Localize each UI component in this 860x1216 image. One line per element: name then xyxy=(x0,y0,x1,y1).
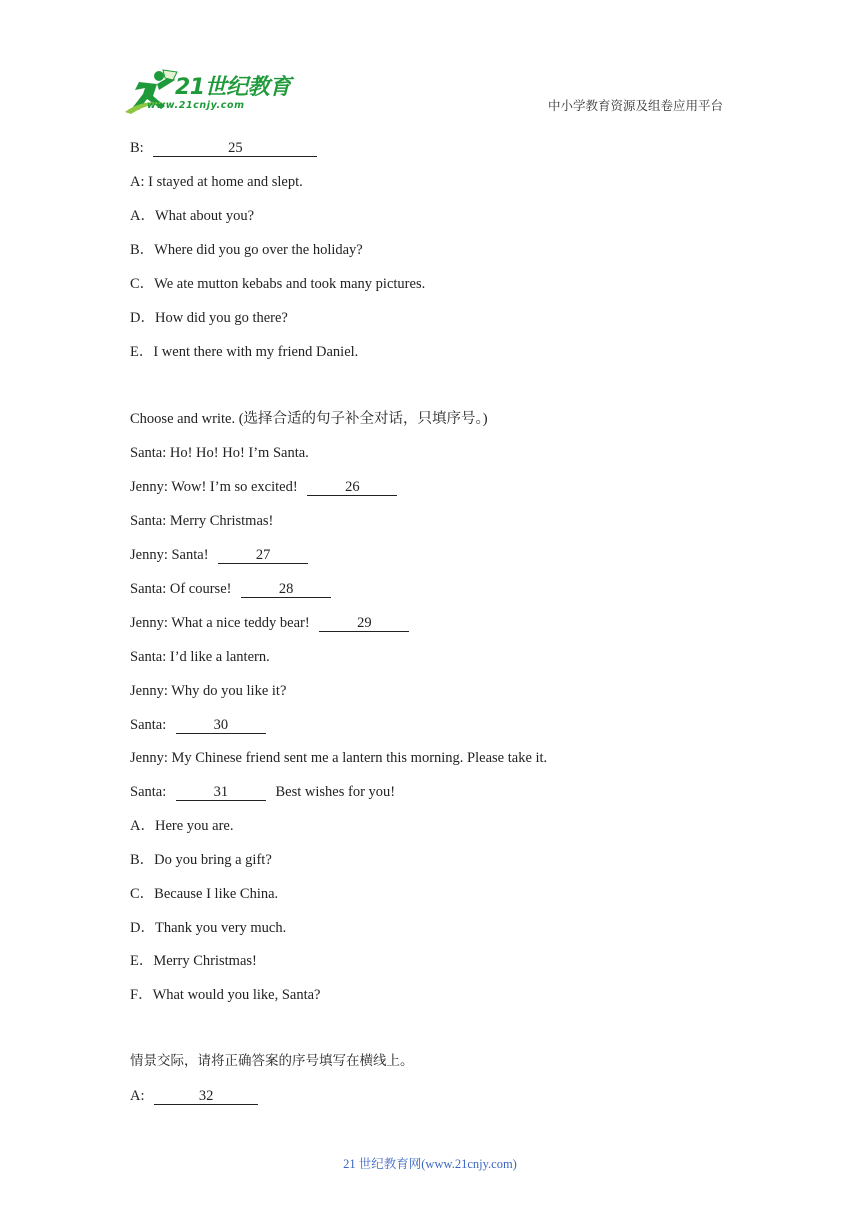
dialogue-line: Santa: I’d like a lantern. xyxy=(130,649,270,665)
dialogue-line xyxy=(130,1087,258,1105)
page-footer: 21 世纪教育网(www.21cnjy.com) xyxy=(343,1157,517,1171)
logo-text: 21世纪教育 xyxy=(175,75,291,100)
dialogue-line xyxy=(130,580,331,598)
option-item: A．Here you are. xyxy=(130,818,234,834)
speaker-text-suffix: Best wishes for you! xyxy=(275,784,396,800)
dialogue-line xyxy=(130,478,397,496)
option-item: A．What about you? xyxy=(130,208,255,224)
answer-blank[interactable]: 28 xyxy=(241,581,331,598)
speaker-text: Jenny: Santa! xyxy=(130,547,209,563)
speaker-text: B: xyxy=(130,140,144,156)
section-instruction: Choose and write. (选择合适的句子补全对话，只填序号。) xyxy=(130,411,488,427)
speaker-text: Santa: xyxy=(130,717,167,733)
dialogue-line: Santa: Merry Christmas! xyxy=(130,513,274,529)
dialogue-line: Jenny: Why do you like it? xyxy=(130,683,287,699)
speaker-text: Santa: Of course! xyxy=(130,581,232,597)
speaker-text: A: xyxy=(130,1088,145,1104)
answer-blank[interactable]: 25 xyxy=(153,140,317,157)
option-item: E．I went there with my friend Daniel. xyxy=(130,344,359,360)
dialogue-line: Jenny: My Chinese friend sent me a lantern this morning. Please take it. xyxy=(130,750,548,766)
dialogue-line xyxy=(130,614,409,632)
dialogue-line xyxy=(130,716,266,734)
answer-blank[interactable]: 31 xyxy=(176,784,266,801)
answer-blank[interactable]: 26 xyxy=(307,479,397,496)
option-item: B．Where did you go over the holiday? xyxy=(130,242,363,258)
answer-blank[interactable]: 32 xyxy=(154,1088,258,1105)
option-item: B．Do you bring a gift? xyxy=(130,852,272,868)
option-item: D．How did you go there? xyxy=(130,310,288,326)
speaker-text: Jenny: What a nice teddy bear! xyxy=(130,615,310,631)
speaker-text: Jenny: Wow! I’m so excited! xyxy=(130,479,298,495)
option-item: D．Thank you very much. xyxy=(130,920,287,936)
logo-url-text: www.21cnjy.com xyxy=(147,100,245,111)
answer-blank[interactable]: 27 xyxy=(218,547,308,564)
answer-blank[interactable]: 30 xyxy=(176,717,266,734)
site-logo xyxy=(123,68,293,116)
section-instruction: 情景交际，请将正确答案的序号填写在横线上。 xyxy=(130,1053,414,1069)
dialogue-line: Santa: Ho! Ho! Ho! I’m Santa. xyxy=(130,445,309,461)
dialogue-line: A: I stayed at home and slept. xyxy=(130,174,303,190)
option-item: F．What would you like, Santa? xyxy=(130,987,321,1003)
option-item: C．Because I like China. xyxy=(130,886,279,902)
dialogue-line xyxy=(130,783,395,801)
option-item: C．We ate mutton kebabs and took many pictures. xyxy=(130,276,426,292)
page-header xyxy=(0,0,860,125)
option-item: E．Merry Christmas! xyxy=(130,953,257,969)
dialogue-line xyxy=(130,139,317,157)
speaker-text: Santa: xyxy=(130,784,167,800)
dialogue-line xyxy=(130,546,308,564)
answer-blank[interactable]: 29 xyxy=(319,615,409,632)
header-tagline: 中小学教育资源及组卷应用平台 xyxy=(548,98,724,113)
